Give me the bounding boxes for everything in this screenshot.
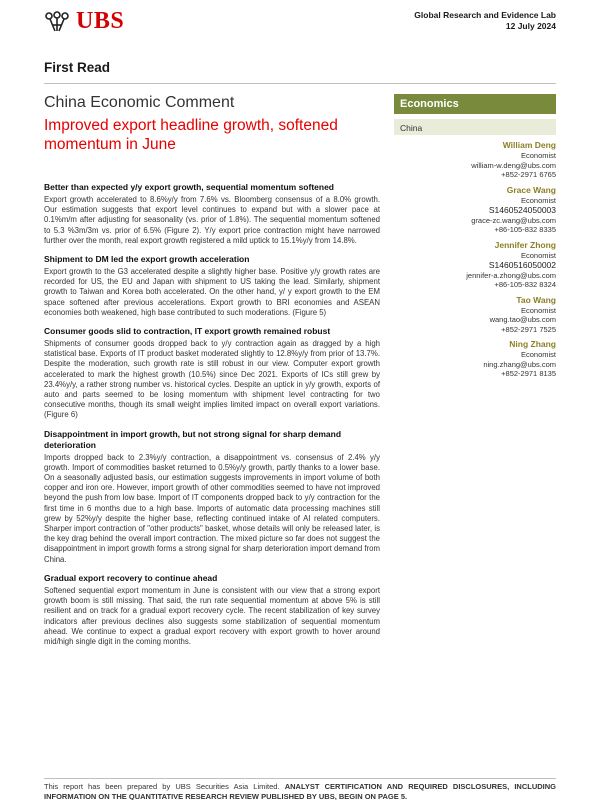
report-section — [44, 573, 380, 647]
author-sfc-number: S1460516050002 — [488, 260, 556, 270]
region-badge: China — [394, 119, 556, 135]
author-card — [394, 295, 556, 335]
author-phone: +86-105-832 8324 — [494, 280, 556, 289]
section-heading: Better than expected y/y export growth, sequential momentum softened — [44, 182, 334, 192]
author-name: Jennifer Zhong — [494, 239, 556, 250]
section-text: Export growth accelerated to 8.6%y/y from 7.6% vs. Bloomberg consensus of a 8.0% growth. Our estimation suggests that export level continues to expand but with a slower pace at 0.1%m/m after adjusting for seasonality (vs. prior of 1.8%). The sequential momentum softened to 5.3 %3m/3m vs. prior of 6.5% (Figure 2). Y/y export price contraction might have narrowed further over the month, real export growth registered a mild uptick to 15.1%y/y from 14.8%. — [44, 195, 380, 245]
author-card — [394, 185, 556, 235]
author-role: Economist — [520, 350, 556, 359]
author-phone: +852-2971 6765 — [501, 170, 556, 179]
header-meta — [414, 10, 556, 32]
author-card — [394, 140, 556, 180]
ubs-logo — [44, 8, 124, 35]
footer-prefix: This report has been prepared by UBS Securities Asia Limited. — [44, 782, 280, 791]
section-heading: Consumer goods slid to contraction, IT export growth remained robust — [44, 326, 331, 337]
disclosure-footer — [44, 782, 556, 800]
section-heading: Disappointment in import growth, but not strong signal for sharp demand deterioration — [44, 428, 342, 450]
document-headline: Improved export headline growth, softened momentum in June — [44, 117, 338, 153]
author-email[interactable]: william-w.deng@ubs.com — [471, 160, 556, 170]
keys-icon — [44, 11, 70, 33]
brand-wordmark: UBS — [76, 8, 125, 34]
author-email[interactable]: ning.zhang@ubs.com — [483, 359, 556, 369]
sidebar — [394, 94, 556, 135]
author-list — [394, 140, 556, 384]
author-role: Economist — [520, 250, 556, 260]
section-text: Export growth to the G3 accelerated despite a slightly higher base. Positive y/y growth rates are recorded for US, the EU and Japan with shipment to US taking the lead. Similarly, shipment growth to Taiwan and Korea both accelerated. On the other hand, y/ y export growth to the EM space softened after previous accelerations. Export growth to BRI economies and ASEAN economies both weakened, high base contributed to such moderations. (Figure 5) — [44, 267, 380, 317]
footer-disclosure-link[interactable]: ANALYST CERTIFICATION AND REQUIRED DISCLOSURES, INCLUDING INFORMATION ON THE QUANTITATIVE RESEARCH REVIEW PUBLISHED BY UBS, BEGIN ON PAGE 5. — [44, 782, 556, 800]
document-title: China Economic Comment — [44, 94, 235, 111]
author-phone: +852-2971 8135 — [501, 369, 556, 378]
section-heading: Shipment to DM led the export growth acceleration — [44, 254, 250, 265]
header-divider — [44, 83, 556, 84]
division-label: Global Research and Evidence Lab — [414, 10, 556, 20]
footer-divider — [44, 778, 556, 779]
section-text: Imports dropped back to 2.3%y/y contraction, a disappointment vs. consensus of 2.4% y/y growth. Import of commodities basket returned to 0.5%y/y growth, partly thanks to a lower base. On a seasonally adjusted basis, our estimation suggests improvements in import volume of both copper and iron ore. However, import growth of other commodities seemed to have not improved beyond the push from low base. Import of IT components dropped back to y/y contraction for the first time in 6 months due to a high base. Imports of automatic data processing machines still grew by 52%y/y despite the higher base, reflecting continued intake of AI related computers. Sharper import contraction of "other products" basket, whose details will only be released later, is the key drag behind the overall import contraction. The mixed picture so far does not suggest the disappointment in import growth forms a strong signal for sharp deterioration import demand from China. — [44, 452, 380, 564]
report-section — [44, 326, 380, 421]
report-body — [44, 182, 380, 655]
section-text: Softened sequential export momentum in June is consistent with our view that a strong export growth boom is still missing. That said, the run rate sequential momentum at above 5% is still resilient and on track for a gradual export recovery cycle. The recent stabilization of key survey indicators after previous declines also suggests some stabilization of sequential momentum ahead. We continue to expect a gradual export recovery with export growth to hover around mid/high single digit in the coming months. — [44, 585, 380, 646]
report-date: 12 July 2024 — [505, 21, 556, 31]
author-role: Economist — [520, 305, 556, 315]
author-email[interactable]: grace-zc.wang@ubs.com — [471, 215, 556, 225]
category-badge: Economics — [394, 94, 556, 114]
author-email[interactable]: jennifer-a.zhong@ubs.com — [466, 270, 556, 280]
report-section — [44, 182, 380, 246]
author-email[interactable]: wang.tao@ubs.com — [489, 315, 556, 324]
author-phone: +86-105-832 8335 — [494, 225, 556, 234]
report-section — [44, 429, 380, 565]
author-name: Tao Wang — [516, 294, 556, 305]
author-role: Economist — [520, 195, 556, 205]
author-card — [394, 339, 556, 379]
report-section — [44, 254, 380, 318]
author-name: Grace Wang — [506, 184, 556, 195]
section-text: Shipments of consumer goods dropped back to y/y contraction again as dragged by a high statistical base. Exports of IT product basket moderated slightly to 12.8%y/y from prior of 13.7%. Despite the moderation, such growth rate is still robust in our view. Computer export growth accelerated to mark the highest growth (10.5%) since Dec 2021. Exports of ICs still grew by 23.4%y/y, a rather strong number vs. historical cycles. Despite an uptick in y/y growth, exports of auto and parts seemed to be losing momentum with shipment level contracting for two consecutive months, though its small weight implies limited impact on overall export variations. (Figure 6) — [44, 339, 380, 420]
author-phone: +852-2971 7525 — [501, 324, 556, 334]
section-heading: Gradual export recovery to continue ahead — [44, 572, 218, 583]
author-name: William Deng — [502, 140, 556, 150]
author-role: Economist — [520, 151, 556, 160]
series-label: First Read — [44, 60, 111, 75]
author-sfc-number: S1460524050003 — [488, 205, 556, 215]
author-name: Ning Zhang — [509, 339, 556, 349]
author-card — [394, 240, 556, 290]
